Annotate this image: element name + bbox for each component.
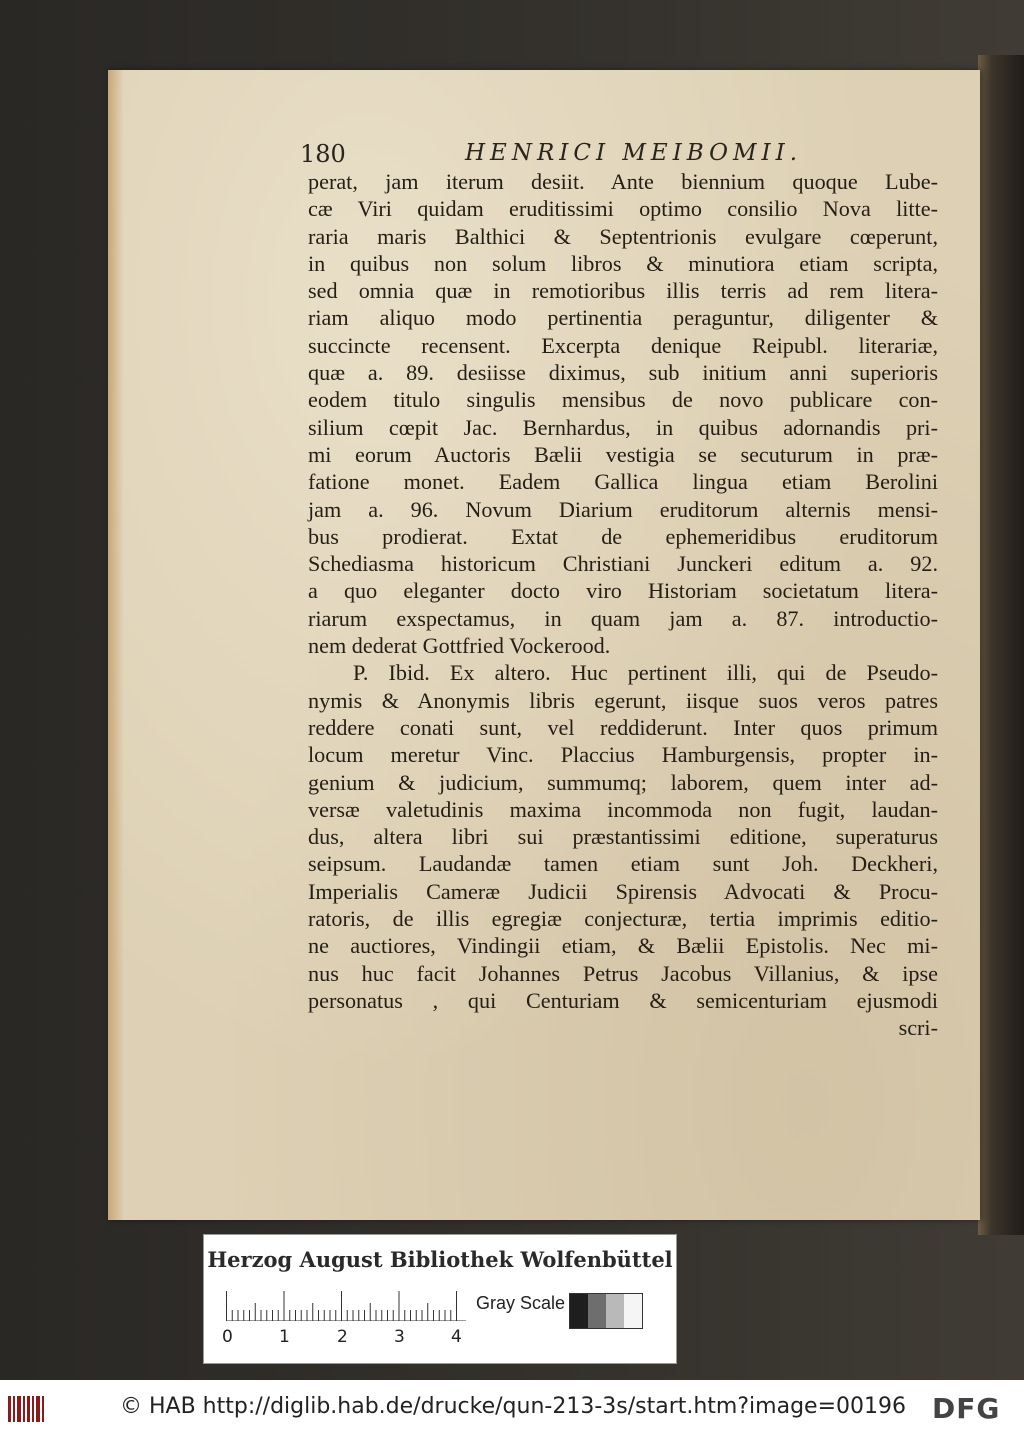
text-line: reddere conati sunt, vel reddiderunt. Inter quos primum: [308, 714, 938, 740]
text-line: locum meretur Vinc. Placcius Hamburgensis, propter in-: [308, 742, 938, 768]
text-line: nymis & Anonymis libris egerunt, iisque suos veros patres: [308, 687, 938, 713]
text-line: bus prodierat. Extat de ephemeridibus eruditorum: [308, 523, 938, 549]
grayscale-swatch: [624, 1294, 642, 1328]
page-edge-shadow: [108, 70, 124, 1220]
book-edge: [978, 55, 1024, 1235]
text-line: mi eorum Auctoris Bælii vestigia se secuturum in præ-: [308, 441, 938, 467]
text-line: quæ a. 89. desiisse diximus, sub initium anni superioris: [308, 360, 938, 386]
grayscale-bar: [569, 1293, 643, 1329]
catchword: scri-: [898, 1015, 938, 1041]
text-line: ratoris, de illis egregiæ conjecturæ, tertia imprimis editio-: [308, 906, 938, 932]
text-line: eodem titulo singulis mensibus de novo publicare con-: [308, 387, 938, 413]
ruler-number: 2: [337, 1327, 348, 1347]
text-line: succincte recensent. Excerpta denique Reipubl. literariæ,: [308, 332, 938, 358]
barcode-icon: [6, 1392, 46, 1426]
card-title: Herzog August Bibliothek Wolfenbüttel: [207, 1247, 673, 1272]
text-line: riam aliquo modo pertinentia peraguntur, diligenter &: [308, 305, 938, 331]
text-line: personatus , qui Centuriam & semicenturiam ejusmodi: [308, 987, 938, 1013]
page-number: 180: [300, 140, 346, 168]
running-head: HENRICI MEIBOMII.: [465, 140, 803, 166]
text-line: dus, altera libri sui præstantissimi editione, superaturus: [308, 824, 938, 850]
text-line: Schediasma historicum Christiani Junckeri editum a. 92.: [308, 551, 938, 577]
text-line: in quibus non solum libros & minutiora etiam scripta,: [308, 250, 938, 276]
text-line: ne auctiores, Vindingii etiam, & Bælii Epistolis. Nec mi-: [308, 933, 938, 959]
ruler-number: 0: [222, 1327, 233, 1347]
ruler-number: 1: [279, 1327, 290, 1347]
text-line: nem dederat Gottfried Vockerood.: [308, 633, 611, 659]
text-line: sed omnia quæ in remotioribus illis terris ad rem litera-: [308, 278, 938, 304]
text-line: jam a. 96. Novum Diarium eruditorum alternis mensi-: [308, 496, 938, 522]
text-line: perat, jam iterum desiit. Ante biennium quoque Lube-: [308, 169, 938, 194]
text-line: silium cœpit Jac. Bernhardus, in quibus adornandis pri-: [308, 414, 938, 440]
text-line: genium & judicium, summumq; laborem, quem inter ad-: [308, 769, 938, 795]
text-line: a quo eleganter docto viro Historiam societatum litera-: [308, 578, 938, 604]
text-line: seipsum. Laudandæ tamen etiam sunt Joh. Deckheri,: [308, 851, 938, 877]
text-line: fatione monet. Eadem Gallica lingua etiam Berolini: [308, 469, 938, 495]
text-line: nus huc facit Johannes Petrus Jacobus Villanius, & ipse: [308, 960, 938, 986]
text-line: cæ Viri quidam eruditissimi optimo consilio Nova litte-: [308, 196, 938, 222]
ruler-scale: [226, 1291, 466, 1321]
dfg-logo: DFG: [932, 1392, 1001, 1425]
text-line: riarum exspectamus, in quam jam a. 87. introductio-: [308, 605, 938, 631]
page-text: [308, 168, 938, 1042]
ruler-number: 4: [451, 1327, 462, 1347]
grayscale-swatch: [570, 1294, 588, 1328]
text-line: raria maris Balthici & Septentrionis evulgare cœperunt,: [308, 223, 938, 249]
grayscale-swatch: [588, 1294, 606, 1328]
text-line: versæ valetudinis maxima incommoda non fugit, laudan-: [308, 796, 938, 822]
grayscale-swatch: [606, 1294, 624, 1328]
text-line: P. Ibid. Ex altero. Huc pertinent illi, qui de Pseudo-: [353, 660, 938, 686]
ruler-numbers: [222, 1327, 482, 1351]
ruler-number: 3: [394, 1327, 405, 1347]
calibration-card: [203, 1234, 677, 1364]
text-line: Imperialis Cameræ Judicii Spirensis Advocati & Procu-: [308, 878, 938, 904]
copyright-link[interactable]: © HAB http://diglib.hab.de/drucke/qun-213-3s/start.htm?image=00196: [120, 1394, 906, 1419]
grayscale-label: Gray Scale: [476, 1293, 566, 1313]
